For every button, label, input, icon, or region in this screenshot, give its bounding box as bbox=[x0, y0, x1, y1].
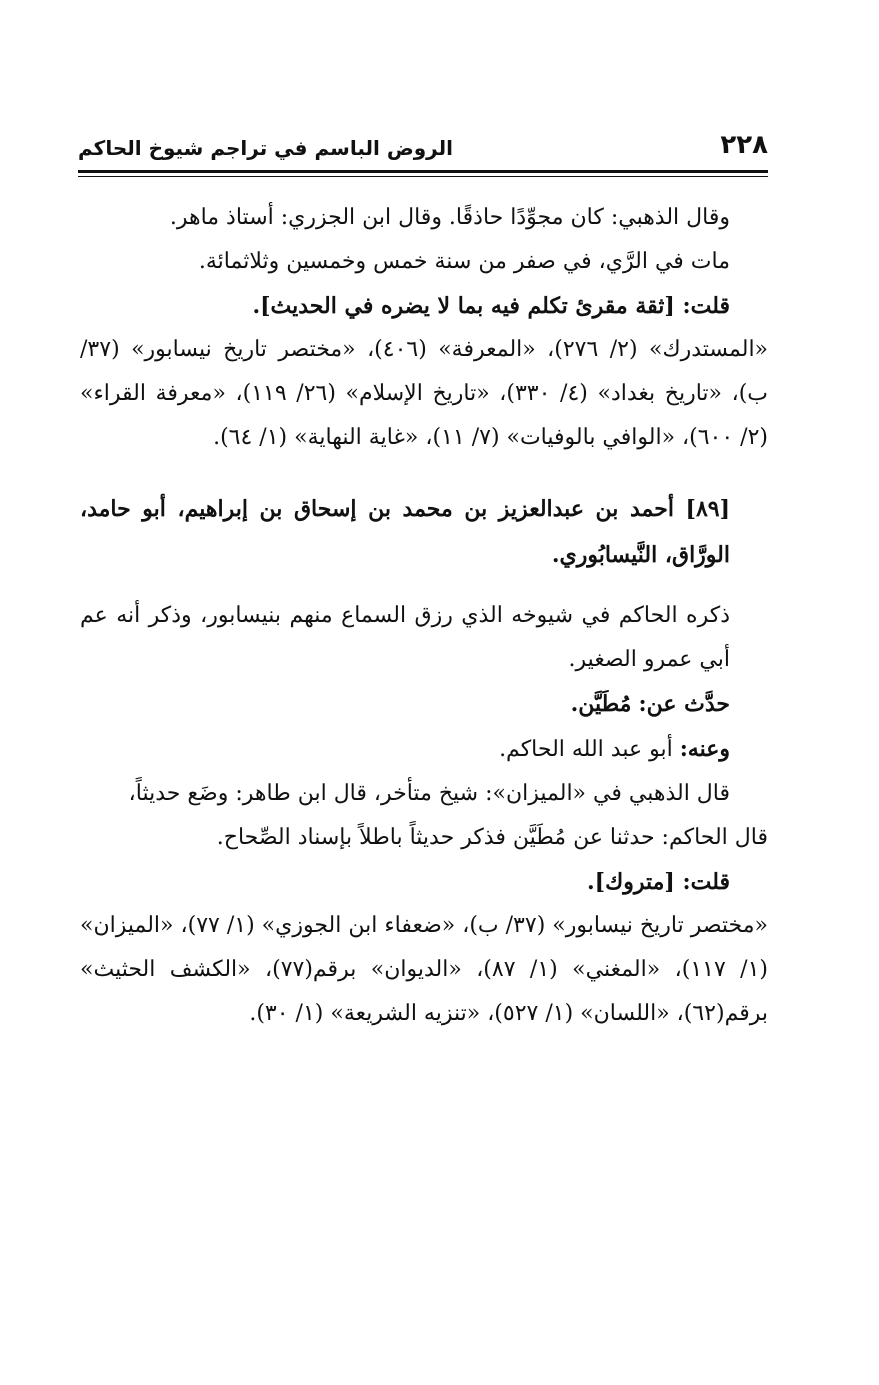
entry-89-hakim: قال الحاكم: حدثنا عن مُطَيَّن فذكر حديثاً باطلاً بإسناد الصِّحاح. bbox=[216, 825, 768, 850]
running-title: الروض الباسم في تراجم شيوخ الحاكم bbox=[78, 136, 453, 160]
paragraph-death: مات في الرَّي، في صفر من سنة خمس وخمسين وثلاثمائة. bbox=[198, 249, 730, 274]
page-body bbox=[80, 196, 768, 1036]
entry-89-narrators bbox=[80, 727, 768, 772]
entry-89-dhahabi: قال الذهبي في «الميزان»: شيخ متأخر، قال ابن طاهر: وضَع حديثاً، bbox=[128, 781, 730, 806]
spacer bbox=[80, 460, 768, 486]
verdict-2 bbox=[80, 860, 768, 904]
verdict-1-label: قلت: bbox=[682, 293, 730, 319]
verdict-2-text: [متروك]. bbox=[587, 869, 675, 895]
page-number: ٢٢٨ bbox=[720, 130, 768, 160]
from-label: وعنه: bbox=[679, 736, 730, 762]
entry-89-heading: [٨٩] أحمد بن عبدالعزيز بن محمد بن إسحاق بن إبراهيم، أبو حامد، الورَّاق، النَّيسابُوري. bbox=[80, 496, 730, 568]
entry-89-intro: ذكره الحاكم في شيوخه الذي رزق السماع منهم بنيسابور، وذكر أنه عم أبي عمرو الصغير. bbox=[80, 603, 730, 672]
verdict-2-label: قلت: bbox=[682, 869, 730, 895]
paragraph-dhahabi-jazari: وقال الذهبي: كان مجوِّدًا حاذقًا. وقال ابن الجزري: أستاذ ماهر. bbox=[169, 205, 730, 230]
verdict-1 bbox=[80, 284, 768, 328]
header-rule-thin bbox=[78, 176, 768, 177]
spacer bbox=[80, 578, 768, 594]
header-rule-thick bbox=[78, 170, 768, 173]
narrated-text: مُطَيَّن. bbox=[570, 691, 632, 717]
page-header bbox=[78, 124, 768, 166]
narrated-label: حدَّث عن: bbox=[638, 691, 730, 717]
sources-2: «مختصر تاريخ نيسابور» (٣٧/ ب)، «ضعفاء ابن الجوزي» (١/ ٧٧)، «الميزان» (١/ ١١٧)، «المغني» (١/ ٨٧)، «الديوان» برقم(٧٧)، «الكشف الحثيث» برقم(٦٢)، «اللسان» (١/ ٥٢٧)، «تنزيه الشريعة» (١/ ٣٠). bbox=[80, 913, 769, 1026]
sources-1: «المستدرك» (٢/ ٢٧٦)، «المعرفة» (٤٠٦)، «مختصر تاريخ نيسابور» (٣٧/ ب)، «تاريخ بغداد» (٤/ ٣٣٠)، «تاريخ الإسلام» (٢٦/ ١١٩)، «معرفة القراء» (٢/ ٦٠٠)، «الوافي بالوفيات» (٧/ ١١)، «غاية النهاية» (١/ ٦٤). bbox=[80, 337, 769, 450]
verdict-1-text: [ثقة مقرئ تكلم فيه بما لا يضره في الحديث]. bbox=[252, 293, 675, 319]
entry-89-narrated-from bbox=[80, 682, 768, 727]
from-text: أبو عبد الله الحاكم. bbox=[499, 737, 673, 762]
